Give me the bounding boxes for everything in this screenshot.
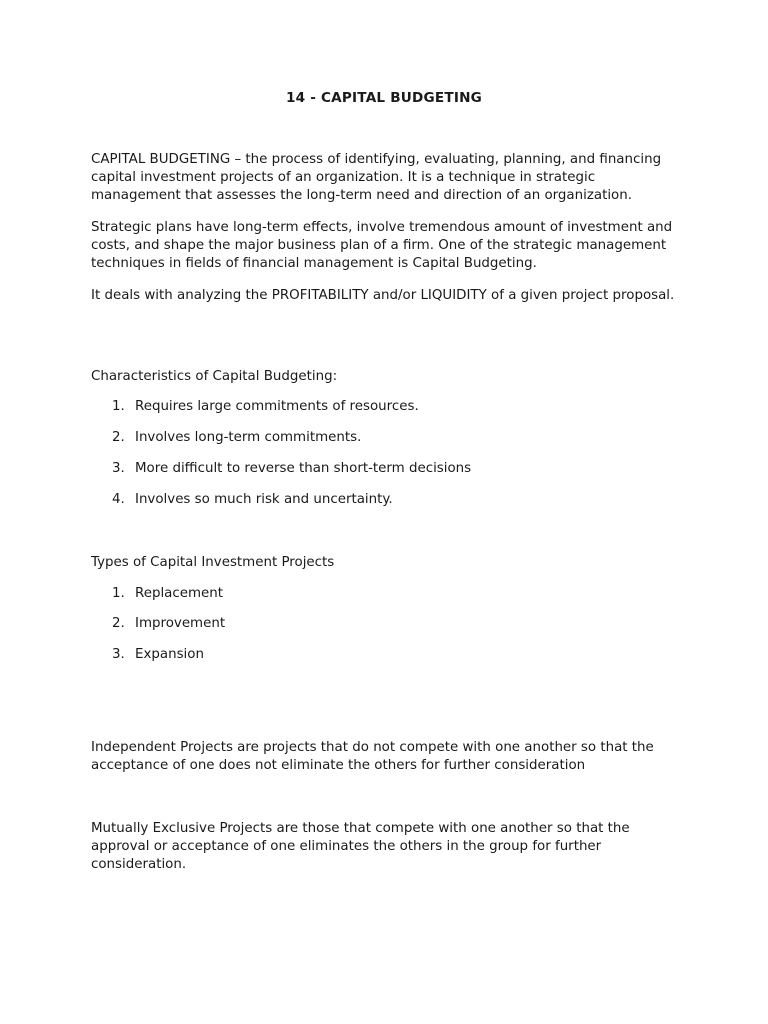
list-text: Replacement — [135, 586, 223, 601]
types-item — [112, 615, 672, 633]
characteristics-item — [112, 491, 672, 509]
list-number: 2. — [112, 430, 125, 445]
characteristics-item — [112, 398, 672, 416]
types-item — [112, 585, 672, 603]
list-text: Expansion — [135, 647, 204, 662]
document-title: 14 - CAPITAL BUDGETING — [285, 90, 483, 106]
list-number: 1. — [112, 586, 125, 601]
intro-paragraph-profitability: It deals with analyzing the PROFITABILITY and/or LIQUIDITY of a given project proposal. — [91, 288, 675, 303]
list-number: 3. — [112, 647, 125, 662]
list-text: Improvement — [135, 616, 226, 631]
characteristics-item — [112, 429, 672, 447]
intro-paragraph-strategic-plans: Strategic plans have long-term effects, involve tremendous amount of investment and costs, and shape the major business plan of a firm. One of the strategic management techniques in fields of financial management is Capital Budgeting. — [91, 220, 673, 271]
characteristics-item — [112, 460, 672, 478]
list-text: Requires large commitments of resources. — [135, 399, 419, 414]
types-item — [112, 646, 672, 664]
list-text: Involves so much risk and uncertainty. — [135, 492, 393, 507]
list-text: Involves long-term commitments. — [135, 430, 362, 445]
types-heading: Types of Capital Investment Projects — [91, 555, 335, 570]
characteristics-heading: Characteristics of Capital Budgeting: — [91, 369, 338, 384]
list-number: 3. — [112, 461, 125, 476]
intro-paragraph-definition: CAPITAL BUDGETING – the process of identifying, evaluating, planning, and financing capital investment projects of an organization. It is a technique in strategic management that assesses the long-term need and direction of an organization. — [91, 152, 662, 203]
list-number: 2. — [112, 616, 125, 631]
list-number: 4. — [112, 492, 125, 507]
independent-projects-paragraph: Independent Projects are projects that do not compete with one another so that the acceptance of one does not eliminate the others for further consideration — [91, 740, 654, 773]
list-text: More difficult to reverse than short-term decisions — [135, 461, 472, 476]
list-number: 1. — [112, 399, 125, 414]
mutually-exclusive-projects-paragraph: Mutually Exclusive Projects are those that compete with one another so that the approval or acceptance of one eliminates the others in the group for further consideration. — [91, 821, 630, 872]
